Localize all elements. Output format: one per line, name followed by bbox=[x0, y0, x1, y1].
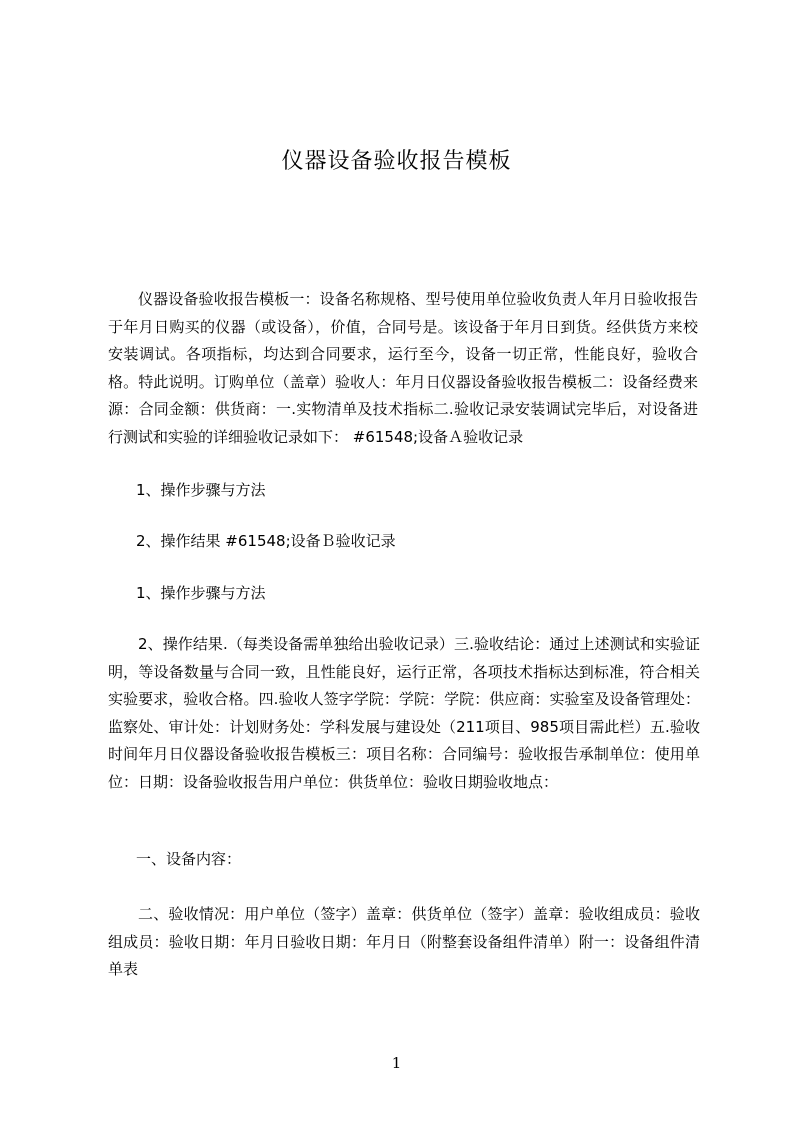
page-title: 仪器设备验收报告模板 bbox=[281, 149, 512, 174]
step-line-3: 1、操作步骤与方法 bbox=[136, 584, 266, 602]
result-line-2: 2、操作结果 #61548;设备Ｂ验收记录 bbox=[136, 532, 396, 550]
page-number: 1 bbox=[391, 1054, 402, 1072]
body-paragraph-1: 仪器设备验收报告模板一：设备名称规格、型号使用单位验收负责人年月日验收报告于年月日购买的仪器（或设备），价值，合同号是。该设备于年月日到货。经供货方来校安装调试。各项指标，均达到合同要求，运行至今，设备一切正常，性能良好，验收合格。特此说明。订购单位（盖章）验收人：年月日仪器设备验收报告模板二：设备经费来源：合同金额：供货商：一.实物清单及技术指标二.验收记录安装调试完毕后，对设备进行测试和实验的详细验收记录如下： #61548;设备Ａ验收记录 bbox=[108, 290, 698, 446]
step-line-1: 1、操作步骤与方法 bbox=[136, 481, 266, 499]
body-paragraph-3: 二、验收情况：用户单位（签字）盖章：供货单位（签字）盖章：验收组成员：验收组成员：验收日期：年月日验收日期：年月日（附整套设备组件清单）附一：设备组件清单表 bbox=[108, 905, 700, 978]
body-paragraph-2: 2、操作结果.（每类设备需单独给出验收记录）三.验收结论：通过上述测试和实验证明，等设备数量与合同一致，且性能良好，运行正常，各项技术指标达到标准，符合相关实验要求，验收合格。四.验收人签字学院：学院：学院：供应商：实验室及设备管理处：监察处、审计处：计划财务处：学科发展与建设处（211项目、985项目需此栏）五.验收时间年月日仪器设备验收报告模板三：项目名称：合同编号：验收报告承制单位：使用单位：日期：设备验收报告用户单位：供货单位：验收日期验收地点： bbox=[108, 635, 700, 791]
section-heading-equipment: 一、设备内容： bbox=[136, 850, 242, 868]
